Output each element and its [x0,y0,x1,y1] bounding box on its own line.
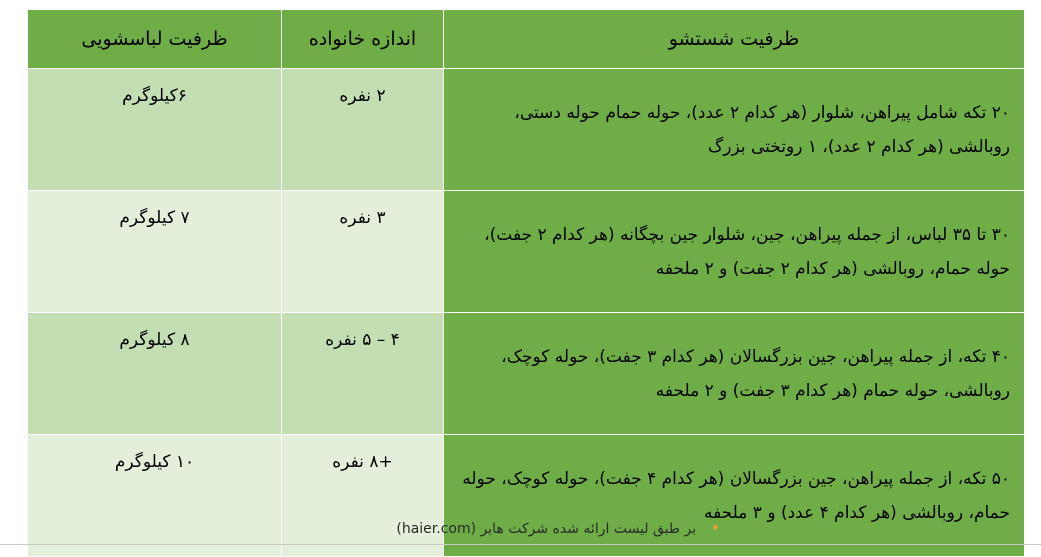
row-description: ۵۰ تکه، از جمله پیراهن، جین بزرگسالان (هر کدام ۴ جفت)، حوله کوچک، حوله حمام، روبالشی (هر کدام ۴ عدد) و ۳ ملحفه [444,435,1025,557]
row-capacity: ۸ کیلوگرم [28,313,282,435]
footnote-text: بر طبق لیست ارائه شده شرکت هایر (haier.com) [396,521,697,537]
source-footnote [300,518,720,540]
header-machine-capacity: ظرفیت لباسشویی [28,10,282,69]
row-description: ۴۰ تکه، از جمله پیراهن، جین بزرگسالان (هر کدام ۳ جفت)، حوله کوچک، روبالشی، حوله حمام (هر کدام ۳ جفت) و ۲ ملحفه [444,313,1025,435]
row-capacity: ۷ کیلوگرم [28,191,282,313]
row-description: ۲۰ تکه شامل پیراهن، شلوار (هر کدام ۲ عدد)، حوله حمام حوله دستی، روبالشی (هر کدام ۲ عدد)، ۱ روتختی بزرگ [444,69,1025,191]
row-family-size: ۳ نفره [282,191,444,313]
table-row [28,69,1025,191]
bottom-divider [0,544,1041,545]
row-family-size: ۲ نفره [282,69,444,191]
table-row [28,313,1025,435]
row-family-size: +۸ نفره [282,435,444,557]
header-family-size: اندازه خانواده [282,10,444,69]
row-capacity: ۶کیلوگرم [28,69,282,191]
table-header-row [28,10,1025,69]
bullet-icon: • [710,518,720,537]
header-washing-capacity: ظرفیت شستشو [444,10,1025,69]
row-family-size: ۴ – ۵ نفره [282,313,444,435]
row-capacity: ۱۰ کیلوگرم [28,435,282,557]
table-row [28,191,1025,313]
row-description: ۳۰ تا ۳۵ لباس، از جمله پیراهن، جین، شلوار جین بچگانه (هر کدام ۲ جفت)، حوله حمام، روبالشی (هر کدام ۲ جفت) و ۲ ملحفه [444,191,1025,313]
laundry-capacity-table [27,9,1025,557]
